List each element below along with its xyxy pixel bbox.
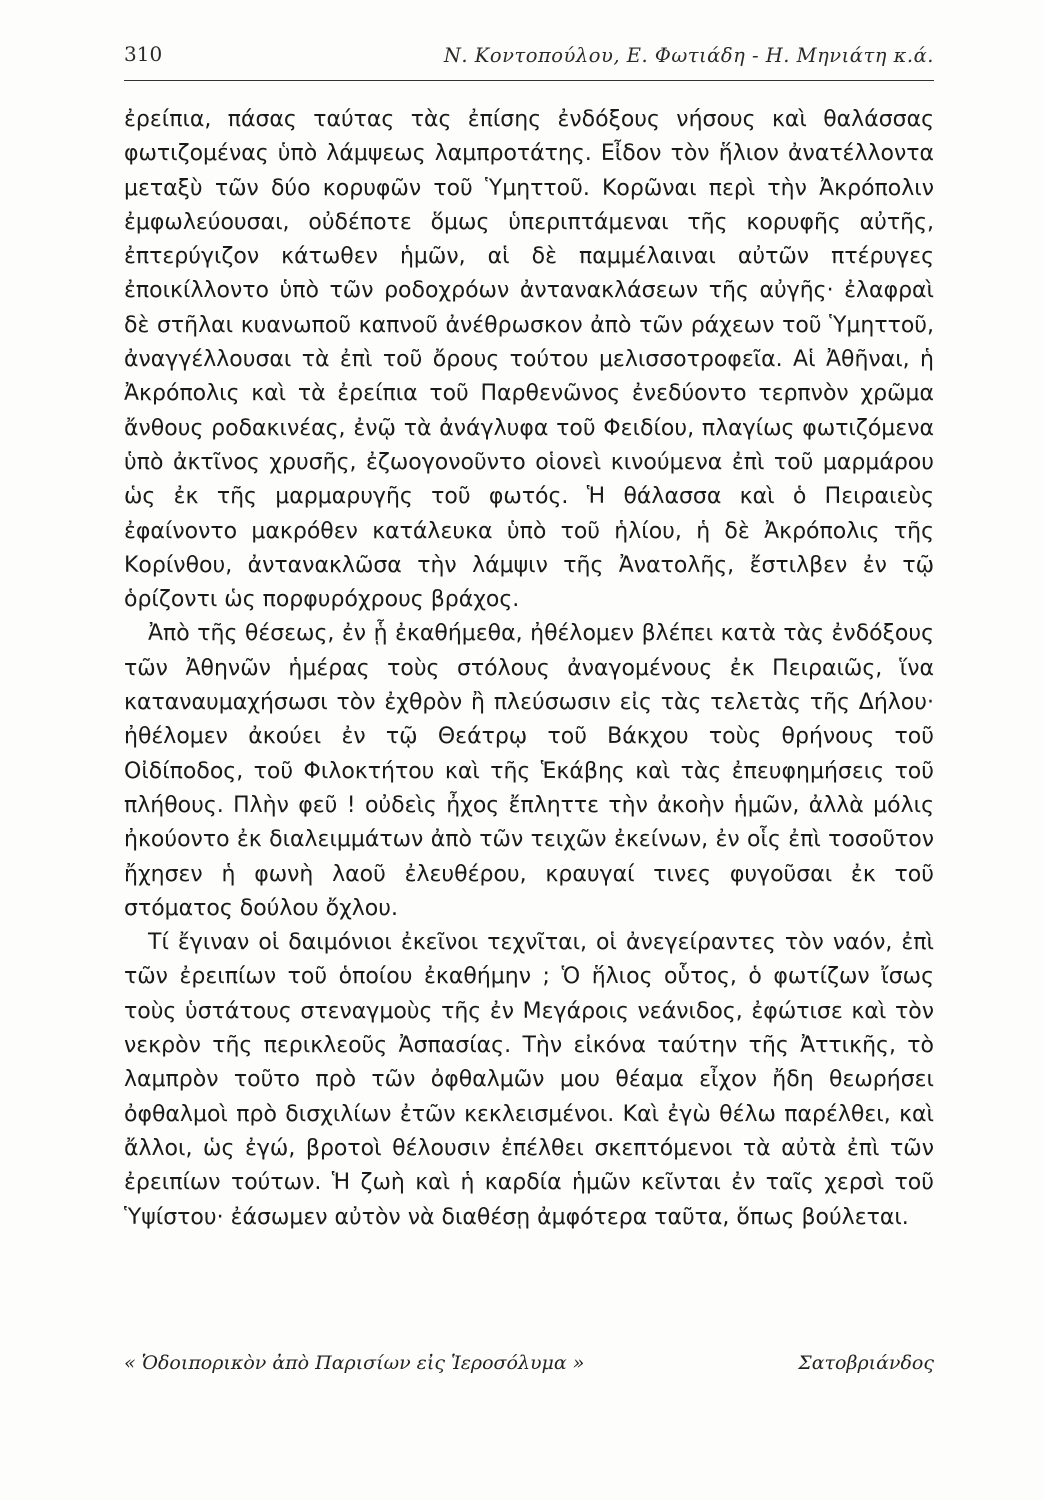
running-head: Ν. Κοντοπούλου, Ε. Φωτιάδη - Η. Μηνιάτη κ.ά. xyxy=(443,44,934,67)
source-citation: « Ὁδοιπορικὸν ἀπὸ Παρισίων εἰς Ἱεροσόλυμα » xyxy=(124,1352,585,1374)
header-rule xyxy=(124,80,934,81)
paragraph-2: Ἀπὸ τῆς θέσεως, ἐν ᾗ ἐκαθήμεθα, ἠθέλομεν βλέπει κατὰ τὰς ἐνδόξους τῶν Ἀθηνῶν ἡμέρας τοὺς στόλους ἀναγομένους ἐκ Πειραιῶς, ἵνα καταναυμαχήσωσι τὸν ἐχθρὸν ἢ πλεύσωσιν εἰς τὰς τελετὰς τῆς Δήλου· ἠθέλομεν ἀκούει ἐν τῷ Θεάτρῳ τοῦ Βάκχου τοὺς θρήνους τοῦ Οἰδίποδος, τοῦ Φιλοκτήτου καὶ τῆς Ἑκάβης καὶ τὰς ἐπευφημήσεις τοῦ πλήθους. Πλὴν φεῦ ! οὐδεὶς ἦχος ἔπληττε τὴν ἀκοὴν ἡμῶν, ἀλλὰ μόλις ἠκούοντο ἐκ διαλειμμάτων ἀπὸ τῶν τειχῶν ἐκείνων, ἐν οἷς ἐπὶ τοσοῦτον ἤχησεν ἡ φωνὴ λαοῦ ἐλευθέρου, κραυγαί τινες φυγοῦσαι ἐκ τοῦ στόματος δούλου ὄχλου. xyxy=(124,621,934,921)
paragraph-1: ἐρείπια, πάσας ταύτας τὰς ἐπίσης ἐνδόξους νήσους καὶ θαλάσσας φωτιζομένας ὑπὸ λάμψεως λαμπροτάτης. Εἶδον τὸν ἥλιον ἀνατέλλοντα μεταξὺ τῶν δύο κορυφῶν τοῦ Ὑμηττοῦ. Κορῶναι περὶ τὴν Ἀκρόπολιν ἐμφωλεύουσαι, οὐδέποτε ὅμως ὑπεριπτάμεναι τῆς κορυφῆς αὐτῆς, ἐπτερύγιζον κάτωθεν ἡμῶν, αἱ δὲ παμμέλαιναι αὐτῶν πτέρυγες ἐποικίλλοντο ὑπὸ τῶν ροδοχρόων ἀντανακλάσεων τῆς αὐγῆς· ἐλαφραὶ δὲ στῆλαι κυανωποῦ καπνοῦ ἀνέθρωσκον ἀπὸ τῶν ράχεων τοῦ Ὑμηττοῦ, ἀναγγέλλουσαι τὰ ἐπὶ τοῦ ὄρους τούτου μελισσοτροφεῖα. Αἱ Ἀθῆναι, ἡ Ἀκρόπολις καὶ τὰ ἐρείπια τοῦ Παρθενῶνος ἐνεδύοντο τερπνὸν χρῶμα ἄνθους ροδακινέας, ἐνῷ τὰ ἀνάγλυφα τοῦ Φειδίου, πλαγίως φωτιζόμενα ὑπὸ ἀκτῖνος χρυσῆς, ἐζωογονοῦντο οἱονεὶ κινούμενα ἐπὶ τοῦ μαρμάρου ὡς ἐκ τῆς μαρμαρυγῆς τοῦ φωτός. Ἡ θάλασσα καὶ ὁ Πειραιεὺς ἐφαίνοντο μακρόθεν κατάλευκα ὑπὸ τοῦ ἡλίου, ἡ δὲ Ἀκρόπολις τῆς Κορίνθου, ἀντανακλῶσα τὴν λάμψιν τῆς Ἀνατολῆς, ἔστιλβεν ἐν τῷ ὁρίζοντι ὡς πορφυρόχρους βράχος. xyxy=(124,107,934,613)
page-footer xyxy=(124,1352,934,1388)
main-text xyxy=(124,103,934,1235)
page-header xyxy=(124,42,934,78)
page-number: 310 xyxy=(124,42,163,66)
author-name: Σατοβριάνδος xyxy=(798,1352,934,1374)
paragraph-3: Τί ἔγιναν οἱ δαιμόνιοι ἐκεῖνοι τεχνῖται, οἱ ἀνεγείραντες τὸν ναόν, ἐπὶ τῶν ἐρειπίων τοῦ ὁποίου ἐκαθήμην ; Ὁ ἥλιος οὗτος, ὁ φωτίζων ἴσως τοὺς ὑστάτους στεναγμοὺς τῆς ἐν Μεγάροις νεάνιδος, ἐφώτισε καὶ τὸν νεκρὸν τῆς περικλεοῦς Ἀσπασίας. Τὴν εἰκόνα ταύτην τῆς Ἀττικῆς, τὸ λαμπρὸν τοῦτο πρὸ τῶν ὀφθαλμῶν μου θέαμα εἶχον ἤδη θεωρήσει ὀφθαλμοὶ πρὸ δισχιλίων ἐτῶν κεκλεισμένοι. Καὶ ἐγὼ θέλω παρέλθει, καὶ ἄλλοι, ὡς ἐγώ, βροτοὶ θέλουσιν ἐπέλθει σκεπτόμενοι τὰ αὐτὰ ἐπὶ τῶν ἐρειπίων τούτων. Ἡ ζωὴ καὶ ἡ καρδία ἡμῶν κεῖνται ἐν ταῖς χερσὶ τοῦ Ὑψίστου· ἐάσωμεν αὐτὸν νὰ διαθέσῃ ἀμφότερα ταῦτα, ὅπως βούλεται. xyxy=(124,930,934,1230)
